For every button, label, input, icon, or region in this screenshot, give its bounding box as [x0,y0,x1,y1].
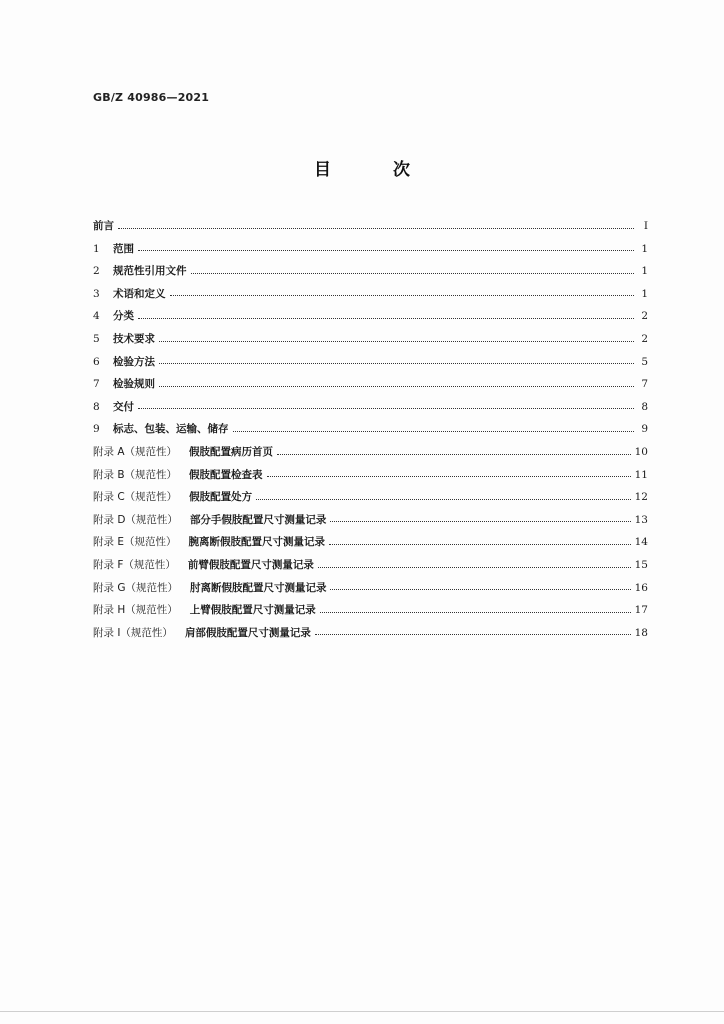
toc-dot-leader [170,295,635,296]
toc-entry-label: 假肢配置病历首页 [189,446,274,459]
toc-entry[interactable] [93,435,648,458]
toc-entry[interactable] [93,367,648,390]
toc-entry[interactable] [93,232,648,255]
toc-entry-label: 假肢配置处方 [189,491,253,504]
toc-entry[interactable] [93,412,648,435]
toc-entry-number: 2 [93,265,100,278]
toc-entry-page: 8 [641,400,648,413]
toc-entry-page: 7 [641,378,648,391]
toc-entry-annex: 附录 G（规范性） [93,581,178,594]
toc-dot-leader [191,273,635,274]
toc-entry[interactable] [93,390,648,413]
toc-entry-page: 2 [641,333,648,346]
toc-entry-annex: 附录 E（规范性） [93,536,177,549]
toc-entry-page: I [643,220,648,233]
toc-entry-page: 12 [634,491,648,504]
toc-entry-label: 肩部假肢配置尺寸测量记录 [184,626,311,639]
toc-entry-annex: 附录 A（规范性） [93,446,178,459]
toc-entry-label: 规范性引用文件 [113,265,187,278]
toc-entry-annex: 附录 F（规范性） [93,559,176,571]
toc-entry-label: 上臂假肢配置尺寸测量记录 [189,604,316,617]
toc-dot-leader [159,363,634,364]
toc-dot-leader [138,408,634,409]
toc-entry-page: 17 [634,604,648,617]
toc-dot-leader [256,499,630,500]
toc-entry-label: 术语和定义 [113,287,166,300]
toc-entry-page: 5 [641,355,648,368]
toc-entry-page: 1 [641,265,648,278]
toc-entry-label: 前臂假肢配置尺寸测量记录 [187,559,314,571]
toc-entry-page: 13 [634,513,648,526]
toc-entry-page: 18 [634,626,648,639]
toc-entry-annex: 附录 C（规范性） [93,491,178,504]
toc-dot-leader [320,612,631,613]
toc-entry-page: 10 [634,446,648,459]
toc-entry-page: 15 [634,559,648,571]
toc-entry-page: 1 [641,287,648,300]
toc-entry[interactable] [93,345,648,368]
toc-dot-leader [159,386,634,387]
toc-entry-number: 6 [93,355,100,368]
toc-dot-leader [318,567,631,568]
toc-entry-number: 5 [93,333,100,346]
toc-dot-leader [159,341,634,342]
toc-entry-label: 前言 [93,220,114,233]
toc-entry-label: 技术要求 [113,333,155,346]
toc-entry-label: 假肢配置检查表 [189,468,263,481]
toc-entry-annex: 附录 D（规范性） [93,513,178,526]
toc-dot-leader [233,431,635,432]
toc-dot-leader [329,544,631,545]
toc-entry[interactable] [93,503,648,526]
toc-entry-number: 7 [93,378,100,391]
toc-dot-leader [277,454,631,455]
toc-entry-page: 11 [634,468,648,481]
toc-dot-leader [330,589,630,590]
toc-entry-annex: 附录 I（规范性） [93,626,173,639]
toc-entry[interactable] [93,525,648,548]
toc-entry-label: 交付 [113,400,134,413]
toc-entry-number: 9 [93,423,100,436]
toc-entry-annex: 附录 B（规范性） [93,468,178,481]
toc-entry[interactable] [93,254,648,277]
toc-entry-page: 1 [641,242,648,255]
toc-entry-number: 1 [93,242,100,255]
toc-dot-leader [315,634,631,635]
toc-entry-label: 范围 [113,242,134,255]
toc-entry[interactable] [93,209,648,232]
toc-entry[interactable] [93,277,648,300]
toc-entry-label: 腕离断假肢配置尺寸测量记录 [188,536,325,549]
toc-entry[interactable] [93,548,648,571]
toc-dot-leader [330,521,630,522]
toc-entry-label: 标志、包装、运输、储存 [113,423,229,436]
toc-dot-leader [118,228,634,229]
toc-entry[interactable] [93,322,648,345]
toc-entry-page: 9 [641,423,648,436]
toc-entry-label: 分类 [113,310,134,323]
toc-title: 目 次 [314,160,438,180]
toc-entry-number: 4 [93,310,100,323]
toc-entry-label: 检验方法 [113,355,155,368]
toc-dot-leader [138,318,634,319]
page-bottom-rule [0,1011,724,1012]
toc-entry-annex: 附录 H（规范性） [93,604,178,617]
toc-entry[interactable] [93,299,648,322]
toc-dot-leader [138,250,634,251]
toc-entry-number: 3 [93,287,100,300]
toc-entry[interactable] [93,616,648,639]
toc-dot-leader [267,476,631,477]
toc-entry[interactable] [93,593,648,616]
document-code: GB/Z 40986—2021 [93,91,210,104]
toc-entry-label: 肘离断假肢配置尺寸测量记录 [189,581,327,594]
toc-entry-page: 2 [641,310,648,323]
toc-entry[interactable] [93,458,648,481]
toc-entry-number: 8 [93,400,100,413]
toc-entry[interactable] [93,480,648,503]
toc-entry-page: 14 [634,536,648,549]
toc-entry-label: 部分手假肢配置尺寸测量记录 [189,513,327,526]
table-of-contents [93,209,648,638]
toc-entry-label: 检验规则 [113,378,155,391]
toc-entry[interactable] [93,571,648,594]
toc-entry-page: 16 [634,581,648,594]
